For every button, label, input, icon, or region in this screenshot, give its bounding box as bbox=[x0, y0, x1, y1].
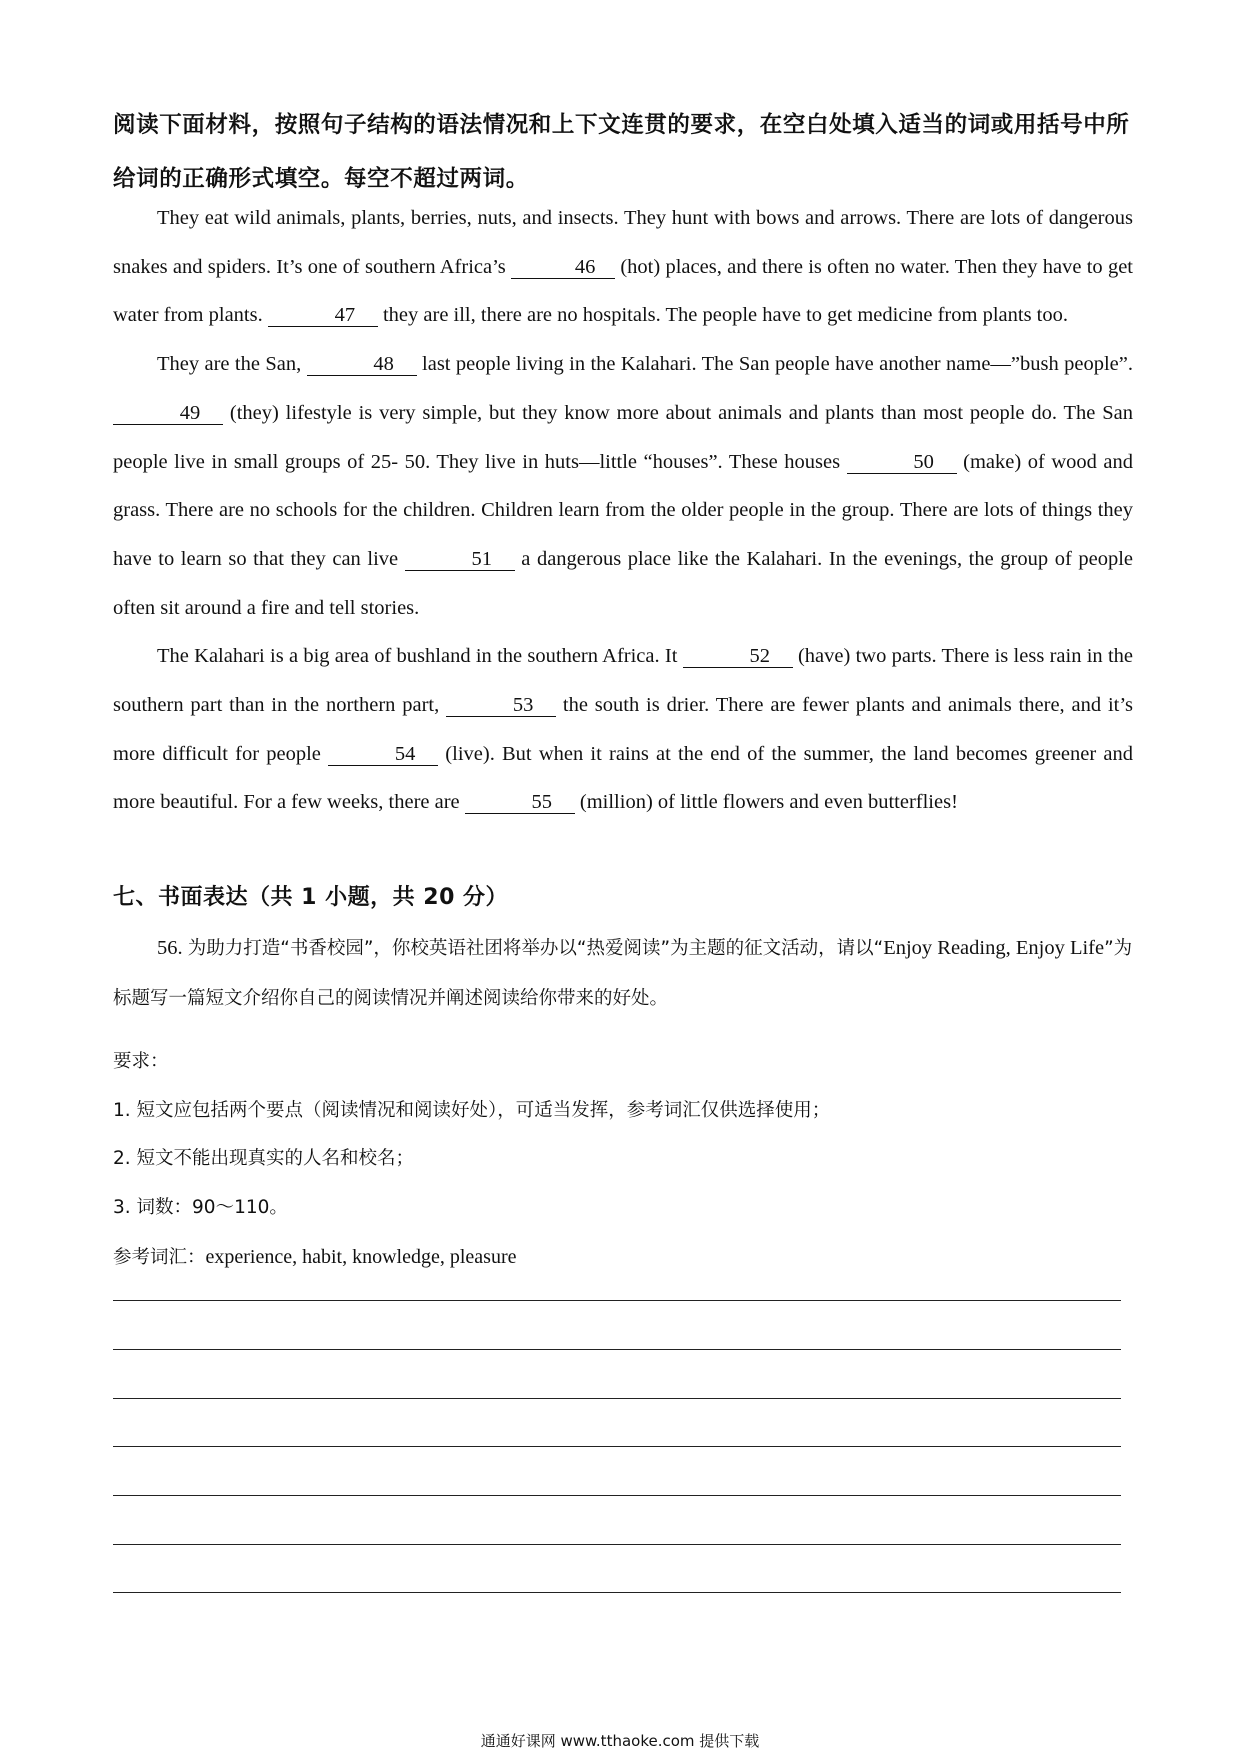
blank-54[interactable]: 54 bbox=[328, 743, 438, 766]
text: they are ill, there are no hospitals. The people have to get medicine from plants too. bbox=[377, 304, 1068, 327]
question-number: 56. bbox=[157, 937, 188, 959]
text: (they) lifestyle is very simple, but they know more about animals and plants than most people do. The San people live in small groups of 25- 50. They live in huts—little “houses”. These houses bbox=[113, 401, 1133, 473]
text: the south is drier. There are fewer plants and animals there, and it’s more difficult for people bbox=[113, 694, 1134, 765]
prompt-text: ”为标题写一篇短文介绍你自己的阅读情况并阐述阅读给你带来的好处。 bbox=[113, 938, 1133, 1009]
vocabulary-label: 参考词汇： bbox=[113, 1246, 206, 1268]
writing-line[interactable] bbox=[113, 1300, 1121, 1301]
footer: 通通好课网 www.tthaoke.com 提供下载 bbox=[480, 1732, 760, 1750]
blank-51[interactable]: 51 bbox=[405, 548, 515, 571]
passage bbox=[113, 194, 1133, 827]
blank-48[interactable]: 48 bbox=[307, 353, 417, 376]
instruction-text: 阅读下面材料，按照句子结构的语法情况和上下文连贯的要求，在空白处填入适当的词或用括号中所给词的正确形式填空。每空不超过两词。 bbox=[113, 112, 1130, 192]
text: They are the San, bbox=[157, 353, 307, 376]
writing-line[interactable] bbox=[113, 1398, 1121, 1399]
instruction bbox=[113, 98, 1133, 206]
writing-line[interactable] bbox=[113, 1592, 1121, 1593]
requirements bbox=[113, 1038, 830, 1283]
blank-50[interactable]: 50 bbox=[847, 451, 957, 474]
writing-line[interactable] bbox=[113, 1446, 1121, 1447]
essay-title: Enjoy Reading, Enjoy Life bbox=[883, 937, 1105, 959]
question-56-prompt bbox=[113, 924, 1133, 1023]
text: a dangerous place like the Kalahari. In the evenings, the group of people often sit around a fire and tell stories. bbox=[113, 547, 1133, 619]
blank-47[interactable]: 47 bbox=[268, 304, 378, 327]
text: (have) two parts. There is less rain in the southern part than in the northern part, bbox=[113, 645, 1133, 717]
text: last people living in the Kalahari. The San people have another name—”bush people”. bbox=[416, 353, 1133, 376]
section-heading: 七、书面表达（共 1 小题，共 20 分） bbox=[113, 885, 509, 910]
question-56 bbox=[113, 924, 1133, 1023]
vocabulary-line bbox=[113, 1233, 830, 1283]
paragraph-3 bbox=[113, 632, 1133, 827]
writing-line[interactable] bbox=[113, 1349, 1121, 1350]
blank-53[interactable]: 53 bbox=[446, 694, 556, 717]
blank-49[interactable]: 49 bbox=[113, 402, 223, 425]
paragraph-2 bbox=[113, 340, 1133, 632]
text: (make) of wood and grass. There are no schools for the children. Children learn from the older people in the group. There are lots of things they have to learn so that they can live bbox=[113, 450, 1133, 570]
text: (hot) places, and there is often no water. Then they have to get water from plants. bbox=[113, 255, 1133, 327]
blank-55[interactable]: 55 bbox=[465, 791, 575, 814]
writing-line[interactable] bbox=[113, 1544, 1121, 1545]
text: The Kalahari is a big area of bushland in the southern Africa. It bbox=[157, 645, 683, 668]
writing-line[interactable] bbox=[113, 1495, 1121, 1496]
text: (live). But when it rains at the end of the summer, the land becomes greener and more beautiful. For a few weeks, there are bbox=[113, 742, 1133, 814]
requirement-2: 2. 短文不能出现真实的人名和校名； bbox=[113, 1148, 415, 1170]
text: (million) of little flowers and even butterflies! bbox=[574, 791, 958, 814]
blank-46[interactable]: 46 bbox=[511, 256, 615, 279]
prompt-text: 为助力打造“书香校园”，你校英语社团将举办以“热爱阅读”为主题的征文活动，请以“ bbox=[187, 938, 884, 959]
blank-52[interactable]: 52 bbox=[683, 645, 793, 668]
paragraph-1 bbox=[113, 194, 1133, 340]
requirement-3: 3. 词数：90～110。 bbox=[113, 1197, 288, 1219]
requirement-1: 1. 短文应包括两个要点（阅读情况和阅读好处），可适当发挥，参考词汇仅供选择使用； bbox=[113, 1099, 831, 1121]
requirements-label: 要求： bbox=[113, 1051, 169, 1072]
vocabulary-words: experience, habit, knowledge, pleasure bbox=[205, 1245, 517, 1268]
text: They eat wild animals, plants, berries, nuts, and insects. They hunt with bows and arrows. There are lots of dangerous snakes and spiders. It’s one of southern Africa’s bbox=[113, 207, 1133, 278]
